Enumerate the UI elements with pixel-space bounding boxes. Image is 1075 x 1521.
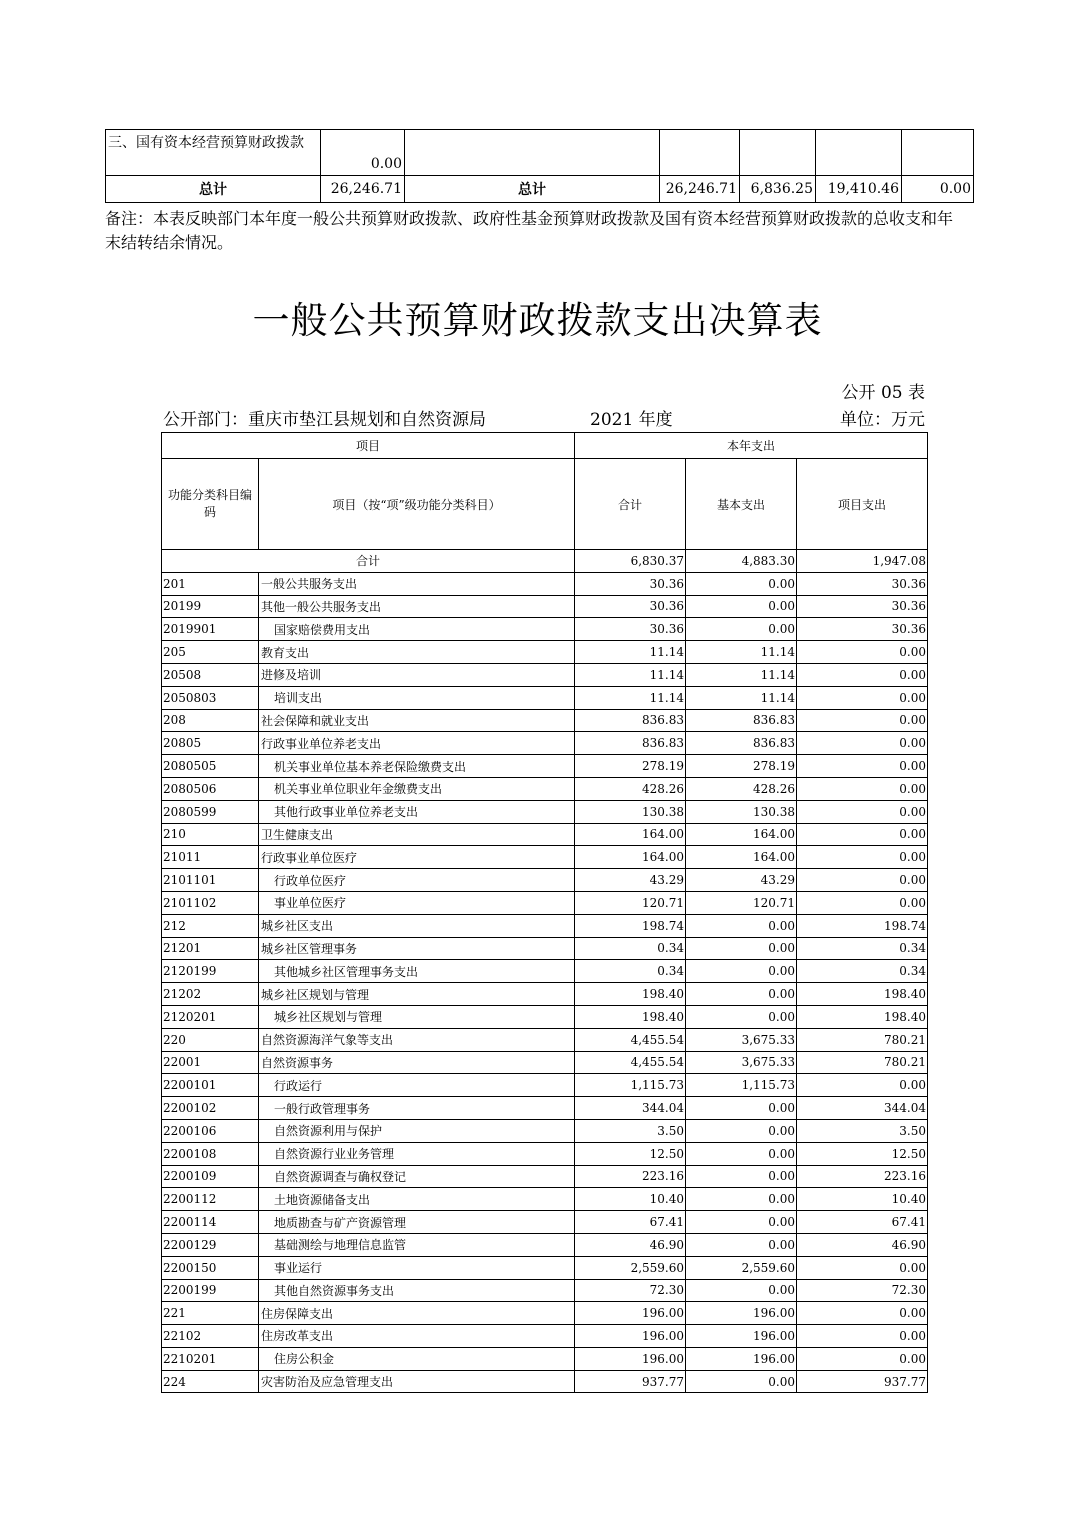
- row-code: 2200109: [162, 1165, 259, 1188]
- table-row: [162, 572, 928, 595]
- row-name: 土地资源储备支出: [259, 1188, 575, 1211]
- row-total: 30.36: [575, 572, 686, 595]
- row-name: 进修及培训: [259, 663, 575, 686]
- sum-row: [162, 550, 928, 573]
- row-name: 城乡社区管理事务: [259, 937, 575, 960]
- table-row: [162, 595, 928, 618]
- row-project: 0.00: [797, 1302, 928, 1325]
- page-title: 一般公共预算财政拨款支出决算表: [252, 299, 823, 342]
- row-total: 4,455.54: [575, 1051, 686, 1074]
- row-project: 198.40: [797, 1005, 928, 1028]
- row-total: 344.04: [575, 1097, 686, 1120]
- row-total: 196.00: [575, 1302, 686, 1325]
- total-label-left: 总计: [106, 176, 321, 203]
- row-project: 0.00: [797, 641, 928, 664]
- row-total: 11.14: [575, 686, 686, 709]
- table-row: [162, 1074, 928, 1097]
- row-basic: 0.00: [686, 983, 797, 1006]
- total-value-left: 26,246.71: [321, 176, 405, 203]
- row-code: 2200106: [162, 1119, 259, 1142]
- row-code: 221: [162, 1302, 259, 1325]
- row-code: 2120201: [162, 1005, 259, 1028]
- sum-total: 6,830.37: [575, 550, 686, 573]
- row-total: 46.90: [575, 1233, 686, 1256]
- table-row: [162, 1347, 928, 1370]
- row-project: 0.00: [797, 1347, 928, 1370]
- row-name: 卫生健康支出: [259, 823, 575, 846]
- sum-project: 1,947.08: [797, 550, 928, 573]
- row-project: 198.74: [797, 914, 928, 937]
- row-label: 三、国有资本经营预算财政拨款: [106, 130, 321, 176]
- table-row: [162, 960, 928, 983]
- total-value-2: 6,836.25: [740, 176, 816, 203]
- row-basic: 120.71: [686, 891, 797, 914]
- header-row: [162, 433, 928, 459]
- row-basic: 196.00: [686, 1325, 797, 1348]
- row-total: 198.40: [575, 983, 686, 1006]
- row-basic: 0.00: [686, 572, 797, 595]
- table-row: [162, 1302, 928, 1325]
- row-name: 行政事业单位养老支出: [259, 732, 575, 755]
- total-label-right: 总计: [405, 176, 660, 203]
- row-basic: 0.00: [686, 1233, 797, 1256]
- row-project: 780.21: [797, 1028, 928, 1051]
- row-basic: 11.14: [686, 641, 797, 664]
- row-project: 3.50: [797, 1119, 928, 1142]
- row-code: 2080506: [162, 777, 259, 800]
- row-code: 2210201: [162, 1347, 259, 1370]
- header-name: 项目（按“项”级功能分类科目）: [259, 459, 575, 550]
- total-row: [106, 176, 974, 203]
- table-row: [162, 1005, 928, 1028]
- year-label: 2021 年度: [590, 410, 673, 430]
- row-code: 2200199: [162, 1279, 259, 1302]
- row-total: 164.00: [575, 846, 686, 869]
- table-row: [162, 1279, 928, 1302]
- table-row: [162, 709, 928, 732]
- table-row: [162, 800, 928, 823]
- row-name: 行政事业单位医疗: [259, 846, 575, 869]
- table-row: [162, 1233, 928, 1256]
- row-code: 2200112: [162, 1188, 259, 1211]
- row-total: 12.50: [575, 1142, 686, 1165]
- row-total: 836.83: [575, 732, 686, 755]
- row-project: 10.40: [797, 1188, 928, 1211]
- table-row: [162, 732, 928, 755]
- row-code: 22001: [162, 1051, 259, 1074]
- row-basic: 130.38: [686, 800, 797, 823]
- table-row: [162, 777, 928, 800]
- row-project: 0.00: [797, 846, 928, 869]
- row-project: 0.00: [797, 663, 928, 686]
- row-total: 196.00: [575, 1347, 686, 1370]
- table-row: [162, 1097, 928, 1120]
- row-project: 198.40: [797, 983, 928, 1006]
- row-basic: 11.14: [686, 663, 797, 686]
- table-row: [162, 755, 928, 778]
- row-basic: 0.00: [686, 1370, 797, 1393]
- row-project: 0.00: [797, 777, 928, 800]
- row-basic: 0.00: [686, 937, 797, 960]
- row-code: 2200101: [162, 1074, 259, 1097]
- table-row: [106, 130, 974, 176]
- table-row: [162, 846, 928, 869]
- row-code: 21201: [162, 937, 259, 960]
- row-code: 2120199: [162, 960, 259, 983]
- row-name: 其他一般公共服务支出: [259, 595, 575, 618]
- row-basic: 43.29: [686, 869, 797, 892]
- table-row: [162, 1188, 928, 1211]
- row-basic: 196.00: [686, 1302, 797, 1325]
- row-name: 教育支出: [259, 641, 575, 664]
- row-project: 30.36: [797, 572, 928, 595]
- row-basic: 3,675.33: [686, 1028, 797, 1051]
- table-row: [162, 823, 928, 846]
- row-code: 208: [162, 709, 259, 732]
- header-total: 合计: [575, 459, 686, 550]
- row-basic: 3,675.33: [686, 1051, 797, 1074]
- row-name: 行政单位医疗: [259, 869, 575, 892]
- row-basic: 164.00: [686, 846, 797, 869]
- row-code: 20805: [162, 732, 259, 755]
- table-row: [162, 891, 928, 914]
- row-project: 0.00: [797, 686, 928, 709]
- row-basic: 0.00: [686, 1279, 797, 1302]
- row-code: 220: [162, 1028, 259, 1051]
- row-basic: 0.00: [686, 960, 797, 983]
- sum-basic: 4,883.30: [686, 550, 797, 573]
- row-code: 205: [162, 641, 259, 664]
- row-project: 223.16: [797, 1165, 928, 1188]
- row-project: 46.90: [797, 1233, 928, 1256]
- sum-label: 合计: [162, 550, 575, 573]
- row-code: 224: [162, 1370, 259, 1393]
- row-name: 一般行政管理事务: [259, 1097, 575, 1120]
- row-value: 0.00: [321, 130, 405, 176]
- row-total: 30.36: [575, 618, 686, 641]
- row-total: 0.34: [575, 960, 686, 983]
- row-total: 3.50: [575, 1119, 686, 1142]
- row-code: 2101101: [162, 869, 259, 892]
- row-project: 0.00: [797, 800, 928, 823]
- row-basic: 0.00: [686, 1165, 797, 1188]
- row-total: 11.14: [575, 641, 686, 664]
- row-basic: 11.14: [686, 686, 797, 709]
- row-name: 城乡社区规划与管理: [259, 983, 575, 1006]
- row-project: 0.00: [797, 1256, 928, 1279]
- table-row: [162, 937, 928, 960]
- row-total: 130.38: [575, 800, 686, 823]
- row-project: 67.41: [797, 1211, 928, 1234]
- row-project: 12.50: [797, 1142, 928, 1165]
- row-code: 2050803: [162, 686, 259, 709]
- row-total: 198.40: [575, 1005, 686, 1028]
- row-code: 201: [162, 572, 259, 595]
- row-project: 0.00: [797, 755, 928, 778]
- row-project: 0.00: [797, 891, 928, 914]
- row-basic: 0.00: [686, 595, 797, 618]
- row-name: 行政运行: [259, 1074, 575, 1097]
- row-name: 培训支出: [259, 686, 575, 709]
- row-project: 0.00: [797, 1325, 928, 1348]
- header-project: 项目: [162, 433, 575, 459]
- row-name: 住房保障支出: [259, 1302, 575, 1325]
- row-name: 自然资源行业业务管理: [259, 1142, 575, 1165]
- table-row: [162, 1370, 928, 1393]
- row-total: 120.71: [575, 891, 686, 914]
- total-value-1: 26,246.71: [660, 176, 740, 203]
- row-name: 自然资源利用与保护: [259, 1119, 575, 1142]
- header-project-expense: 项目支出: [797, 459, 928, 550]
- row-project: 0.00: [797, 1074, 928, 1097]
- table-row: [162, 869, 928, 892]
- row-code: 212: [162, 914, 259, 937]
- table-code: 公开 05 表: [841, 383, 925, 403]
- row-total: 937.77: [575, 1370, 686, 1393]
- row-project: 0.00: [797, 869, 928, 892]
- row-code: 2200129: [162, 1233, 259, 1256]
- row-code: 2080599: [162, 800, 259, 823]
- row-basic: 1,115.73: [686, 1074, 797, 1097]
- row-name: 机关事业单位基本养老保险缴费支出: [259, 755, 575, 778]
- row-code: 2101102: [162, 891, 259, 914]
- header-current-expense: 本年支出: [575, 433, 928, 459]
- row-name: 机关事业单位职业年金缴费支出: [259, 777, 575, 800]
- row-total: 4,455.54: [575, 1028, 686, 1051]
- row-name: 自然资源调查与确权登记: [259, 1165, 575, 1188]
- row-name: 事业单位医疗: [259, 891, 575, 914]
- row-project: 0.00: [797, 709, 928, 732]
- row-total: 11.14: [575, 663, 686, 686]
- total-value-3: 19,410.46: [816, 176, 902, 203]
- row-name: 灾害防治及应急管理支出: [259, 1370, 575, 1393]
- row-basic: 0.00: [686, 1142, 797, 1165]
- row-name: 国家赔偿费用支出: [259, 618, 575, 641]
- row-project: 0.00: [797, 823, 928, 846]
- total-value-4: 0.00: [902, 176, 974, 203]
- row-total: 72.30: [575, 1279, 686, 1302]
- row-basic: 2,559.60: [686, 1256, 797, 1279]
- row-code: 2019901: [162, 618, 259, 641]
- header-code: 功能分类科目编码: [162, 459, 259, 550]
- row-code: 210: [162, 823, 259, 846]
- department-label: 公开部门：重庆市垫江县规划和自然资源局: [163, 410, 486, 430]
- table-row: [162, 1325, 928, 1348]
- row-total: 67.41: [575, 1211, 686, 1234]
- row-name: 其他城乡社区管理事务支出: [259, 960, 575, 983]
- row-basic: 0.00: [686, 1188, 797, 1211]
- table-row: [162, 686, 928, 709]
- row-basic: 428.26: [686, 777, 797, 800]
- row-project: 0.00: [797, 732, 928, 755]
- row-name: 事业运行: [259, 1256, 575, 1279]
- table-row: [162, 1051, 928, 1074]
- row-total: 223.16: [575, 1165, 686, 1188]
- row-name: 基础测绘与地理信息监管: [259, 1233, 575, 1256]
- row-basic: 278.19: [686, 755, 797, 778]
- row-code: 2200114: [162, 1211, 259, 1234]
- row-project: 937.77: [797, 1370, 928, 1393]
- header-basic: 基本支出: [686, 459, 797, 550]
- header-row: [162, 459, 928, 550]
- row-basic: 836.83: [686, 709, 797, 732]
- row-name: 城乡社区规划与管理: [259, 1005, 575, 1028]
- row-basic: 0.00: [686, 1097, 797, 1120]
- row-total: 196.00: [575, 1325, 686, 1348]
- row-code: 2200102: [162, 1097, 259, 1120]
- row-basic: 196.00: [686, 1347, 797, 1370]
- row-name: 住房公积金: [259, 1347, 575, 1370]
- row-basic: 164.00: [686, 823, 797, 846]
- row-total: 198.74: [575, 914, 686, 937]
- table-row: [162, 1165, 928, 1188]
- row-project: 0.34: [797, 937, 928, 960]
- row-total: 0.34: [575, 937, 686, 960]
- table-row: [162, 1119, 928, 1142]
- row-code: 20508: [162, 663, 259, 686]
- row-total: 10.40: [575, 1188, 686, 1211]
- row-total: 30.36: [575, 595, 686, 618]
- table-row: [162, 1028, 928, 1051]
- revenue-expense-table-continuation: [105, 129, 974, 203]
- row-total: 836.83: [575, 709, 686, 732]
- expenditure-table: [161, 432, 928, 1393]
- row-project: 30.36: [797, 595, 928, 618]
- row-basic: 0.00: [686, 618, 797, 641]
- table-row: [162, 1256, 928, 1279]
- row-code: 21202: [162, 983, 259, 1006]
- row-name: 自然资源海洋气象等支出: [259, 1028, 575, 1051]
- table-row: [162, 1211, 928, 1234]
- table-row: [162, 641, 928, 664]
- row-basic: 0.00: [686, 1119, 797, 1142]
- row-code: 21011: [162, 846, 259, 869]
- row-basic: 836.83: [686, 732, 797, 755]
- row-name: 住房改革支出: [259, 1325, 575, 1348]
- row-name: 地质勘查与矿产资源管理: [259, 1211, 575, 1234]
- row-basic: 0.00: [686, 914, 797, 937]
- row-project: 0.34: [797, 960, 928, 983]
- row-total: 43.29: [575, 869, 686, 892]
- table-row: [162, 618, 928, 641]
- row-total: 428.26: [575, 777, 686, 800]
- row-project: 344.04: [797, 1097, 928, 1120]
- row-project: 72.30: [797, 1279, 928, 1302]
- table-row: [162, 663, 928, 686]
- table-row: [162, 983, 928, 1006]
- row-code: 2200150: [162, 1256, 259, 1279]
- table-row: [162, 1142, 928, 1165]
- row-project: 780.21: [797, 1051, 928, 1074]
- row-code: 22102: [162, 1325, 259, 1348]
- row-project: 30.36: [797, 618, 928, 641]
- row-name: 社会保障和就业支出: [259, 709, 575, 732]
- table-note: 备注：本表反映部门本年度一般公共预算财政拨款、政府性基金预算财政拨款及国有资本经营预算财政拨款的总收支和年末结转结余情况。: [105, 209, 954, 252]
- row-name: 一般公共服务支出: [259, 572, 575, 595]
- row-code: 2080505: [162, 755, 259, 778]
- row-basic: 0.00: [686, 1005, 797, 1028]
- table-row: [162, 914, 928, 937]
- row-code: 2200108: [162, 1142, 259, 1165]
- unit-label: 单位：万元: [840, 410, 925, 430]
- row-basic: 0.00: [686, 1211, 797, 1234]
- row-name: 其他自然资源事务支出: [259, 1279, 575, 1302]
- row-code: 20199: [162, 595, 259, 618]
- row-name: 其他行政事业单位养老支出: [259, 800, 575, 823]
- row-total: 1,115.73: [575, 1074, 686, 1097]
- row-total: 164.00: [575, 823, 686, 846]
- row-total: 2,559.60: [575, 1256, 686, 1279]
- row-name: 自然资源事务: [259, 1051, 575, 1074]
- row-name: 城乡社区支出: [259, 914, 575, 937]
- row-total: 278.19: [575, 755, 686, 778]
